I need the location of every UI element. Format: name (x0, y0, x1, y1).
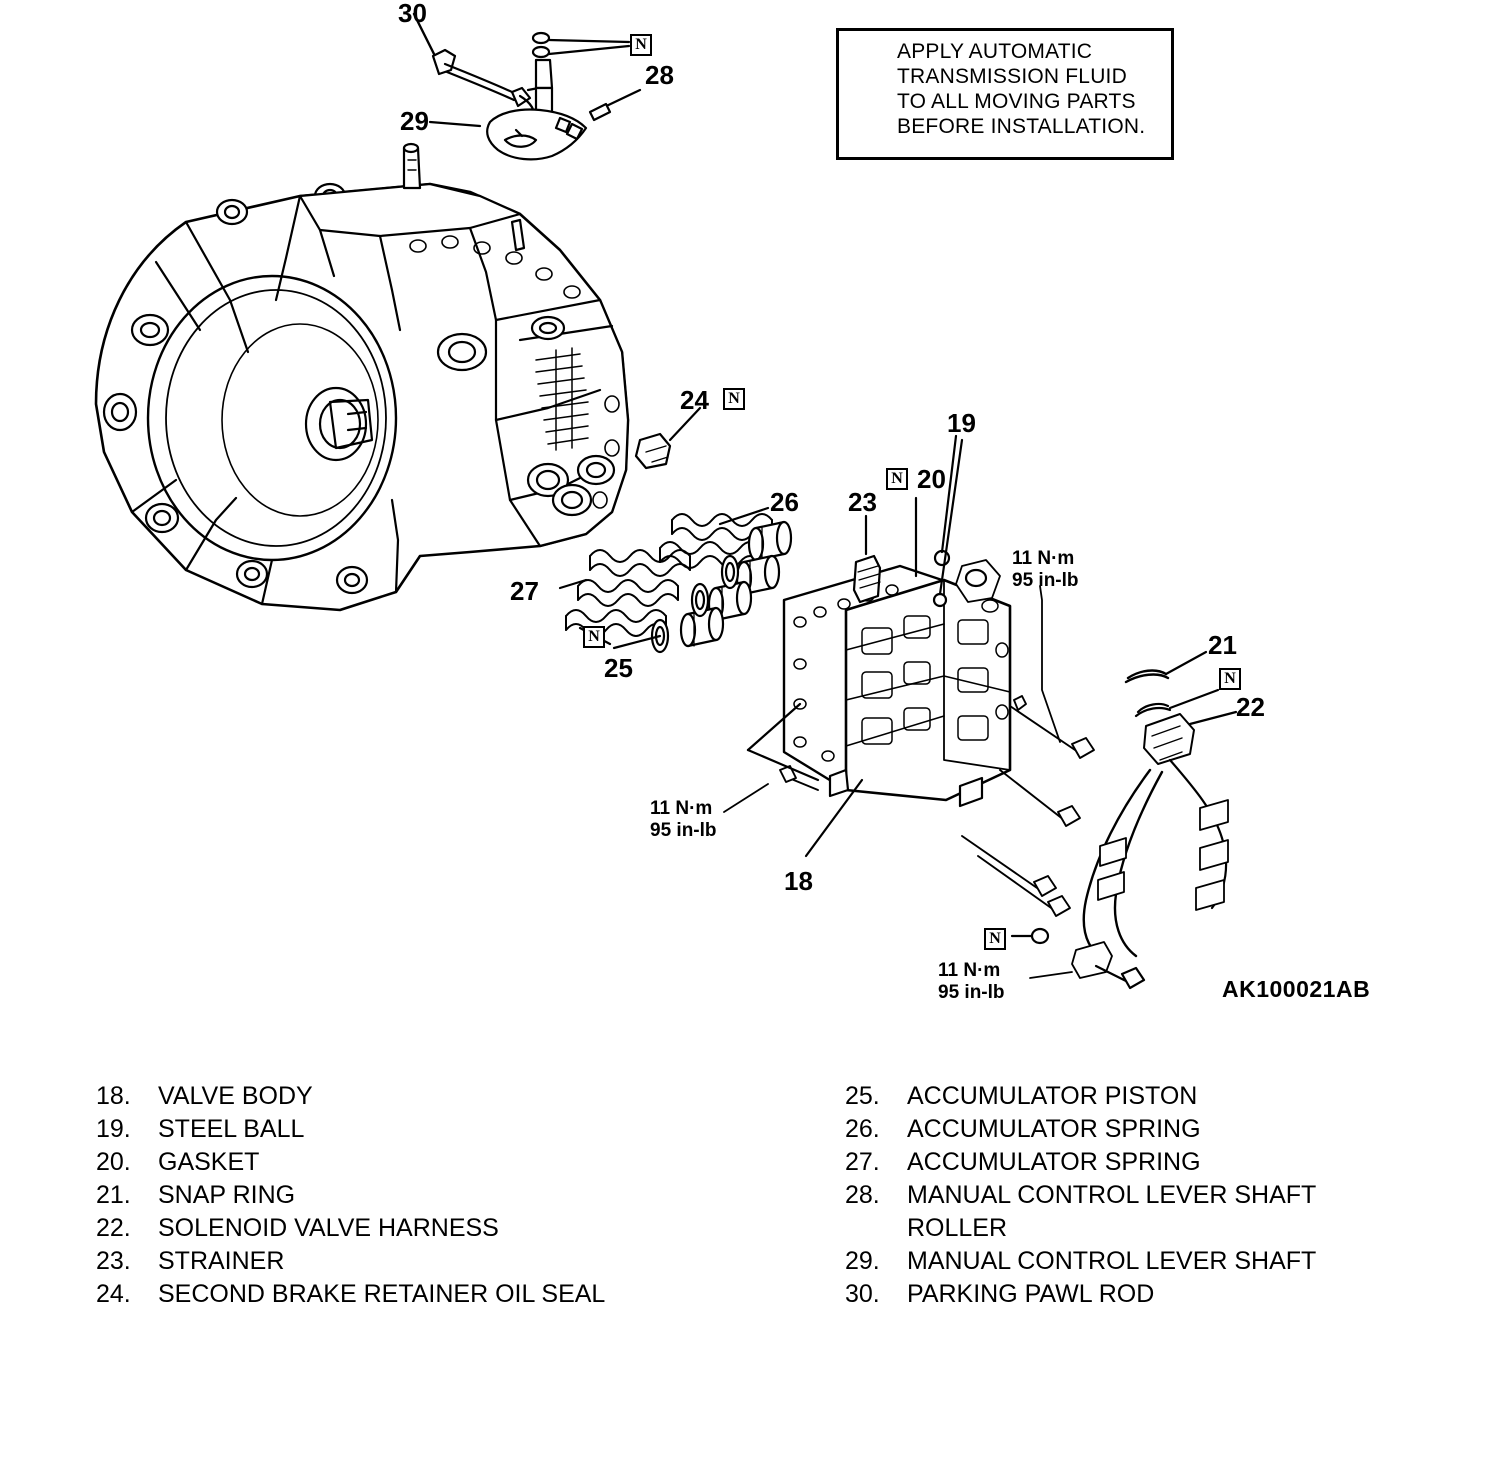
part-number: 25. (845, 1082, 880, 1110)
part-name: ACCUMULATOR PISTON (907, 1082, 1198, 1110)
callout-20: 20 (917, 464, 946, 494)
parts-legend (0, 1080, 1504, 1340)
torque-nm: 11 N·m (1012, 548, 1075, 569)
part-number: 20. (96, 1148, 131, 1176)
callout-22: 22 (1236, 692, 1265, 722)
list-item (845, 1146, 1485, 1179)
list-item (845, 1278, 1485, 1311)
list-item (845, 1080, 1485, 1113)
part-name: VALVE BODY (158, 1082, 313, 1110)
part-name: SNAP RING (158, 1181, 296, 1209)
torque-spec-upper-right (1012, 548, 1079, 592)
list-item (96, 1245, 756, 1278)
note-line-2: TRANSMISSION FLUID (897, 65, 1127, 88)
callout-21: 21 (1208, 630, 1237, 660)
part-name: STRAINER (158, 1247, 285, 1275)
callout-26: 26 (770, 487, 799, 517)
n-mark-21: N (1219, 668, 1241, 690)
part-number: 21. (96, 1181, 131, 1209)
torque-inlb: 95 in-lb (650, 820, 717, 841)
part-name: STEEL BALL (158, 1115, 305, 1143)
list-item (96, 1278, 756, 1311)
torque-nm: 11 N·m (650, 798, 713, 819)
callout-23: 23 (848, 487, 877, 517)
part-number: 29. (845, 1247, 880, 1275)
n-mark-20: N (886, 468, 908, 490)
parts-legend-right-column (845, 1080, 1485, 1311)
part-number: 19. (96, 1115, 131, 1143)
list-item (96, 1113, 756, 1146)
callout-27: 27 (510, 576, 539, 606)
part-number: 26. (845, 1115, 880, 1143)
drawing-code: AK100021AB (1222, 976, 1371, 1002)
part-name: SOLENOID VALVE HARNESS (158, 1214, 499, 1242)
torque-inlb: 95 in-lb (1012, 570, 1079, 591)
part-name: ACCUMULATOR SPRING (907, 1115, 1201, 1143)
torque-nm: 11 N·m (938, 960, 1001, 981)
part-number: 27. (845, 1148, 880, 1176)
callout-24: 24 (680, 385, 709, 415)
note-line-3: TO ALL MOVING PARTS (897, 90, 1136, 113)
callout-18: 18 (784, 866, 813, 896)
part-number: 18. (96, 1082, 131, 1110)
part-name: PARKING PAWL ROD (907, 1280, 1155, 1308)
callout-25: 25 (604, 653, 633, 683)
n-mark-28: N (630, 34, 652, 56)
callout-28: 28 (645, 60, 674, 90)
part-name: ACCUMULATOR SPRING (907, 1148, 1201, 1176)
part-number: 22. (96, 1214, 131, 1242)
torque-spec-bottom (938, 960, 1005, 1004)
n-mark-25: N (583, 626, 605, 648)
n-mark-bottom: N (984, 928, 1006, 950)
list-item (96, 1212, 756, 1245)
part-name-line-1: MANUAL CONTROL LEVER SHAFT (907, 1181, 1317, 1209)
part-name: MANUAL CONTROL LEVER SHAFT (907, 1247, 1317, 1275)
parts-legend-left-column (96, 1080, 756, 1311)
part-number: 24. (96, 1280, 131, 1308)
list-item (96, 1080, 756, 1113)
torque-inlb: 95 in-lb (938, 982, 1005, 1003)
torque-spec-left (650, 798, 717, 842)
part-number: 30. (845, 1280, 880, 1308)
list-item (96, 1179, 756, 1212)
note-line-4: BEFORE INSTALLATION. (897, 115, 1146, 138)
n-mark-24: N (723, 388, 745, 410)
part-name-line-2: ROLLER (907, 1214, 1008, 1242)
part-name: SECOND BRAKE RETAINER OIL SEAL (158, 1280, 606, 1308)
part-name (907, 1179, 1485, 1245)
callout-29: 29 (400, 106, 429, 136)
list-item (845, 1179, 1485, 1245)
list-item (96, 1146, 756, 1179)
note-box (836, 28, 1174, 160)
part-name: GASKET (158, 1148, 260, 1176)
callout-30: 30 (398, 0, 427, 28)
callout-19: 19 (947, 408, 976, 438)
list-item (845, 1245, 1485, 1278)
part-number: 28. (845, 1181, 880, 1209)
list-item (845, 1113, 1485, 1146)
part-number: 23. (96, 1247, 131, 1275)
note-line-1: APPLY AUTOMATIC (897, 40, 1093, 63)
note-text (897, 39, 1169, 139)
